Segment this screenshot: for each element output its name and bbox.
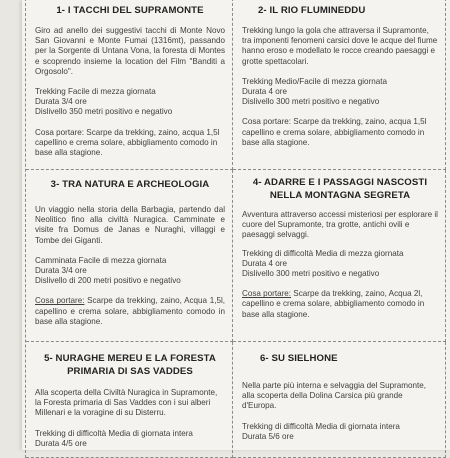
tour-description: Giro ad anello dei suggestivi tacchi di Monte Novo San Giovanni e Monte Fumai (1316mt), passando per la Sorgente di Untana Vona, la foresta di Montes e scoprendo insieme la location del Film "Banditi a Orgosolo". [35, 26, 225, 76]
tour-duration: Durata 3/4 ore [35, 266, 87, 276]
equipment-text: Scarpe da trekking, zaino, acqua 1,5l capellino e crema solare, abbigliamento comodo in base alla stagione. [35, 127, 220, 158]
tour-grid [25, 0, 446, 458]
tour-difficulty: Trekking di difficoltà Media di giornata intera [35, 428, 193, 438]
equipment-label: Cosa portare: [35, 296, 85, 306]
tour-card-2 [233, 0, 446, 170]
tour-equipment [35, 296, 225, 327]
tour-elevation: Dislivello 300 metri positivo e negativo [242, 97, 380, 107]
equipment-text: Scarpe da trekking, zaino, Acqua 1,5l, capellino e crema solare, abbigliamento comodo in base alla stagione. [35, 296, 225, 326]
tour-card-1 [26, 0, 233, 170]
tour-title: 3- TRA NATURA E ARCHEOLOGIA [50, 179, 210, 190]
tour-description: Avventura attraverso accessi misteriosi per esplorare il cuore del Supramonte, tra grotte, antichi ovili e paesaggi selvaggi. [242, 210, 438, 240]
equipment-label: Cosa portare: [242, 289, 292, 299]
tour-elevation: Dislivello 350 metri positivo e negativo [35, 107, 173, 117]
tour-title: 6- SU SIELHONE [260, 353, 338, 364]
tour-difficulty: Trekking di difficoltà Media di giornata intera [242, 421, 400, 431]
tour-difficulty: Trekking Facile di mezza giornata [35, 87, 156, 97]
tour-duration: Durata 5/6 ore [242, 431, 294, 441]
tour-description: Nella parte più interna e selvaggia del Supramonte, alla scoperta della Dolina Carsica più grande d'Europa. [242, 381, 427, 411]
tour-duration: Durata 4 ore [242, 87, 287, 97]
tour-title: 5- NURAGHE MEREU E LA FORESTA PRIMARIA DI SAS VADDES [44, 353, 216, 377]
tour-description: Un viaggio nella storia della Barbagia, partendo dal Neolitico fino alla civiltà Nuragica. Camminate e visite fra Domus de Janas e Nuraghi, villaggi e Tombe dei Giganti. [35, 205, 225, 245]
tour-duration: Durata 4/5 ore [35, 438, 87, 448]
tour-duration: Durata 4 ore [242, 258, 287, 268]
tour-elevation: Dislivello di 200 metri positivo e negativo [35, 276, 181, 286]
tour-difficulty: Trekking di difficoltà Media di mezza giornata [242, 248, 404, 258]
tour-difficulty: Trekking Medio/Facile di mezza giornata [242, 76, 387, 86]
tour-equipment [242, 117, 438, 148]
tour-card-6 [233, 342, 446, 458]
tour-card-3 [26, 170, 233, 342]
tour-title: 1- I TACCHI DEL SUPRAMONTE [56, 5, 204, 16]
tour-title: 4- ADARRE E I PASSAGGI NASCOSTI NELLA MONTAGNA SEGRETA [252, 177, 428, 201]
equipment-text: Scarpe da trekking, zaino, acqua 1,5l capellino e crema solare, abbigliamento comodo in base alla stagione. [242, 117, 427, 147]
equipment-text: Scarpe da trekking, zaino, Acqua 2l, capellino e crema solare, abbigliamento comodo in base alla stagione. [242, 289, 425, 319]
tour-elevation: Dislivello 300 metri positivo e negativo [242, 269, 380, 279]
equipment-label: Cosa portare: [35, 127, 85, 137]
tour-difficulty: Camminata Facile di mezza giornata [35, 255, 167, 265]
tour-card-5 [26, 342, 233, 458]
equipment-label: Cosa portare: [242, 117, 292, 127]
tour-equipment [242, 289, 438, 320]
tour-description: Trekking lungo la gola che attraversa il Supramonte, tra imponenti fenomeni carsici dove le acque del fiume hanno eroso e modellato le rocce creando paesaggi e grotte spettacolari. [242, 26, 438, 66]
tour-duration: Durata 3/4 ore [35, 97, 87, 107]
tour-title: 2- IL RIO FLUMINEDDU [258, 5, 366, 16]
tour-equipment [35, 128, 225, 159]
tour-card-4 [233, 170, 446, 342]
brochure-page [22, 0, 450, 450]
tour-description: Alla scoperta della Civiltà Nuragica in Supramonte, la Foresta primaria di Sas Vaddes con i sui alberi Millenari e la voragine di su Disterru. [35, 388, 218, 418]
